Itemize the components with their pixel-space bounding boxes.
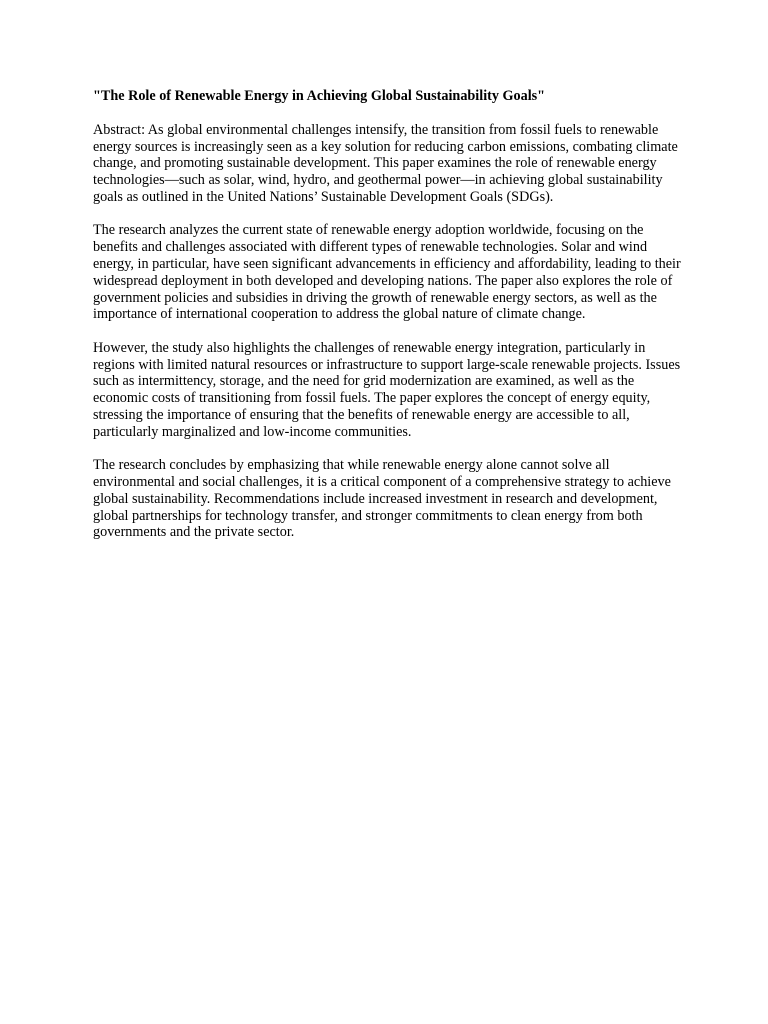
body-paragraph: The research analyzes the current state of renewable energy adoption worldwide, focusing on the benefits and challenges associated with different types of renewable technologies. Solar and wind energy, in particular, have seen significant advancements in efficiency and affordability, leading to their widespread deployment in both developed and developing nations. The paper also explores the role of government policies and subsidies in driving the growth of renewable energy sectors, as well as the importance of international cooperation to address the global nature of climate change. [93, 222, 681, 323]
body-paragraph: However, the study also highlights the challenges of renewable energy integration, particularly in regions with limited natural resources or infrastructure to support large-scale renewable projects. Issues such as intermittency, storage, and the need for grid modernization are examined, as well as the economic costs of transitioning from fossil fuels. The paper explores the concept of energy equity, stressing the importance of ensuring that the benefits of renewable energy are accessible to all, particularly marginalized and low-income communities. [93, 339, 681, 440]
document-title: "The Role of Renewable Energy in Achieving Global Sustainability Goals" [93, 88, 546, 104]
conclusion-paragraph: The research concludes by emphasizing that while renewable energy alone cannot solve all environmental and social challenges, it is a critical component of a comprehensive strategy to achieve global sustainability. Recommendations include increased investment in research and development, global partnerships for technology transfer, and stronger commitments to clean energy from both governments and the private sector. [93, 457, 671, 541]
document-body [93, 88, 681, 558]
abstract-paragraph: Abstract: As global environmental challenges intensify, the transition from fossil fuels to renewable energy sources is increasingly seen as a key solution for reducing carbon emissions, combating climate change, and promoting sustainable development. This paper examines the role of renewable energy technologies—such as solar, wind, hydro, and geothermal power—in achieving global sustainability goals as outlined in the United Nations’ Sustainable Development Goals (SDGs). [93, 121, 678, 205]
